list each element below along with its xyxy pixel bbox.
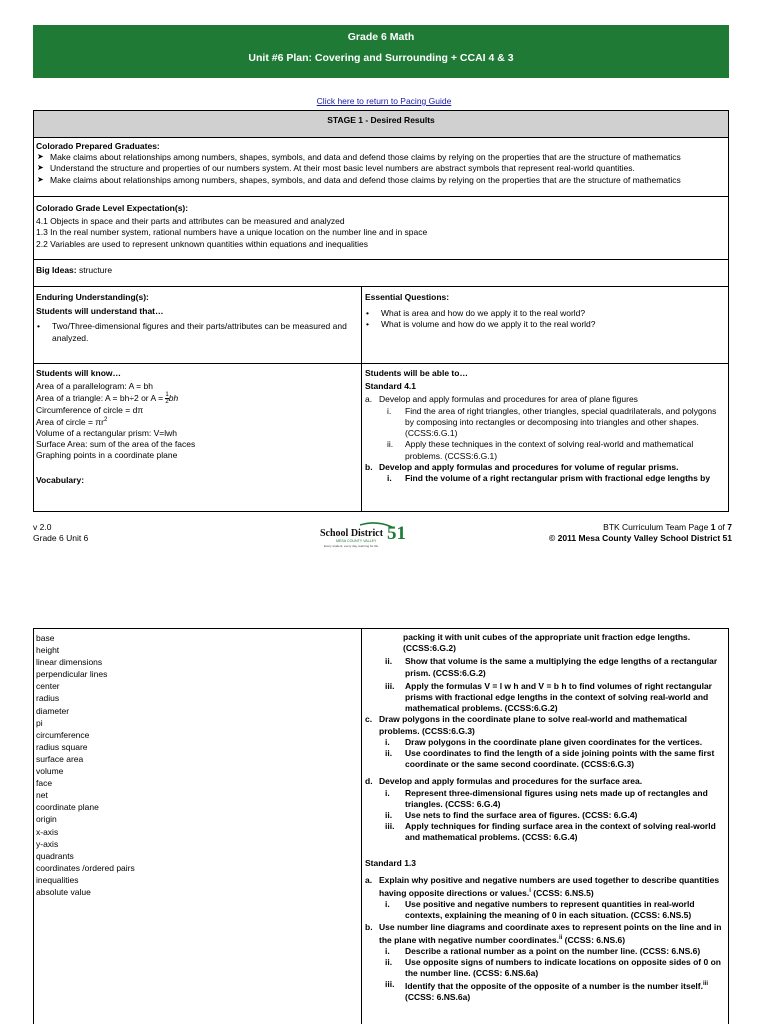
logo-subtext: MESA COUNTY VALLEY	[336, 539, 377, 543]
outcome-marker: a.	[365, 874, 373, 885]
outcome-d-ii	[365, 810, 726, 821]
outcome-13-b-ii	[365, 957, 726, 979]
outcome-a-i	[365, 406, 726, 440]
know-item: Area of a parallelogram: A = bh	[36, 381, 153, 392]
logo-text: School District	[320, 528, 384, 539]
outcome-text: Develop and apply formulas and procedures for area of plane figures	[379, 394, 638, 405]
logo-number: 51	[387, 523, 406, 544]
outcome-text: Describe a rational number as a point on the number line. (CCSS: 6.NS.6)	[405, 945, 701, 956]
outcome-a	[365, 394, 726, 405]
outcome-b	[365, 462, 726, 473]
outcome-marker: iii.	[385, 821, 395, 832]
header-subtitle: Unit #6 Plan: Covering and Surrounding + CCAI 4 & 3	[248, 51, 514, 64]
vocabulary-list	[33, 630, 361, 900]
endnote-marker: i	[529, 888, 531, 895]
standard-1-3-heading: Standard 1.3	[365, 857, 417, 868]
outcome-text: Develop and apply formulas and procedures for volume of regular prisms.	[379, 461, 679, 472]
outcome-d-i	[365, 788, 726, 810]
enduring-cell	[33, 290, 361, 346]
outcome-marker: b.	[365, 921, 373, 932]
outcome-marker: i.	[387, 472, 392, 483]
vocab-item: net	[36, 790, 48, 801]
footer-page	[549, 522, 732, 533]
vocab-item: pi	[36, 717, 43, 728]
prepared-graduate-item: ➤ Understand the structure and properties of our numbers system. At their most basic level numbers are abstract symbols that represent real-world quantities.	[36, 163, 726, 174]
outcome-code: (CCSS: 6.NS.6a)	[405, 992, 471, 1003]
know-cell	[33, 366, 361, 488]
page-2	[0, 628, 768, 1024]
outcome-b-i	[365, 473, 726, 484]
fraction-suffix: bh	[168, 393, 179, 404]
know-item-circle	[36, 417, 358, 428]
vocab-item: y-axis	[36, 838, 59, 849]
vocab-item: coordinates /ordered pairs	[36, 862, 135, 873]
know-heading: Students will know…	[36, 368, 122, 378]
vocab-item: diameter	[36, 705, 70, 716]
know-item: Surface Area: sum of the area of the faces	[36, 439, 196, 450]
outcome-marker: c.	[365, 714, 373, 725]
pacing-guide-link[interactable]: Click here to return to Pacing Guide	[316, 96, 452, 106]
district-logo-graphic	[320, 521, 412, 549]
outcome-marker: i.	[387, 405, 392, 416]
prepared-graduate-item: ➤ Make claims about relationships among numbers, shapes, symbols, and data and defend those claims by relying on the properties that are the structure of mathematics	[36, 152, 726, 163]
outcome-text: Find the area of right triangles, other triangles, special quadrilaterals, and polygons by composing into rectangles or decomposing into triangles and other shapes. (CCSS:6.G.1)	[405, 405, 717, 439]
know-item: Area of circle = πr	[36, 416, 104, 427]
outcome-text: Explain why positive and negative numbers are used together to describe quantities having opposite directions or values.	[379, 874, 720, 898]
vocab-item: inequalities	[36, 874, 79, 885]
outcome-code: (CCSS: 6.NS.5)	[530, 887, 594, 898]
vocab-item: height	[36, 645, 60, 656]
outcome-b-i-cont: packing it with unit cubes of the appropriate unit fraction edge lengths. (CCSS:6.G.2)	[403, 632, 691, 654]
prepared-graduate-item: ➤ Make claims about relationships among numbers, shapes, symbols, and data and defend those claims by relying on the properties that are the structure of mathematics	[36, 175, 726, 186]
fraction-numerator: 1	[165, 392, 169, 399]
able-cell	[362, 366, 729, 486]
vocab-item: origin	[36, 814, 57, 825]
outcome-text: Use positive and negative numbers to represent quantities in real-world contexts, explaining the meaning of 0 in each situation. (CCSS: 6.NS.5)	[405, 899, 695, 921]
prepared-graduates-heading: Colorado Prepared Graduates:	[36, 141, 160, 151]
outcome-text: Use nets to find the surface area of figures. (CCSS: 6.G.4)	[405, 810, 638, 821]
able-heading: Students will be able to…	[365, 368, 468, 378]
outcome-text: Identify that the opposite of the opposite of a number is the number itself.	[405, 981, 703, 992]
grade-level-item: 1.3 In the real number system, rational numbers have a unique location on the number line and in space	[36, 227, 428, 238]
outcome-marker: ii.	[385, 956, 393, 967]
page-total: 7	[727, 522, 732, 532]
page-of: of	[715, 522, 728, 532]
stage-title: STAGE 1 - Desired Results	[33, 110, 729, 138]
enduring-item: • Two/Three-dimensional figures and their parts/attributes can be measured and analyzed.	[36, 321, 358, 343]
outcome-text: Use opposite signs of numbers to indicate locations on opposite sides of 0 on the number line. (CCSS: 6.NS.6a)	[405, 956, 721, 979]
vocab-item: perpendicular lines	[36, 669, 108, 680]
outcome-marker: ii.	[385, 656, 393, 667]
vocab-item: x-axis	[36, 826, 59, 837]
vocab-item: surface area	[36, 753, 84, 764]
outcome-marker: b.	[365, 461, 373, 472]
grade-level-item: 4.1 Objects in space and their parts and attributes can be measured and analyzed	[36, 216, 345, 227]
vocab-item: face	[36, 778, 53, 789]
outcome-marker: i.	[385, 945, 390, 956]
page-label: BTK Curriculum Team Page	[603, 522, 711, 532]
outcome-d-iii	[365, 821, 726, 843]
vocab-item: linear dimensions	[36, 657, 103, 668]
footer-left	[33, 522, 88, 544]
outcome-marker: ii.	[385, 810, 393, 821]
outcome-c-ii	[365, 748, 726, 770]
vocab-item: radius	[36, 693, 60, 704]
outcome-text: Represent three-dimensional figures using nets made up of rectangles and triangles. (CCSS: 6.G.4)	[405, 787, 708, 809]
know-item: Circumference of circle = dπ	[36, 405, 144, 416]
outcome-marker: iii.	[385, 680, 395, 691]
know-item: Area of a triangle: A = bh÷2 or A =	[36, 393, 166, 404]
vocab-item: absolute value	[36, 886, 91, 897]
vocabulary-heading: Vocabulary:	[36, 474, 85, 485]
fraction-denominator: 2	[165, 399, 169, 406]
prepared-graduates-cell	[33, 139, 729, 188]
essential-item: • What is area and how do we apply it to the real world?	[365, 308, 726, 319]
page-number: 1	[710, 522, 716, 532]
footer-right	[549, 522, 732, 544]
footer-copyright: © 2011 Mesa County Valley School District 51	[549, 533, 732, 544]
outcome-d	[365, 776, 726, 787]
outcome-13-a-i	[365, 899, 726, 921]
outcome-text: Apply the formulas V = l w h and V = b h to find volumes of right rectangular prisms with fractional edge lengths in the context of solving real-world and mathematical problems. (CCSS:6.G.2)	[405, 680, 712, 714]
outcome-text: Show that volume is the same a multiplying the edge lengths of a rectangular prism. (CCSS:6.G.2)	[405, 656, 718, 678]
outcome-text: Draw polygons in the coordinate plane given coordinates for the vertices.	[405, 736, 703, 747]
outcome-marker: d.	[365, 776, 373, 787]
vocab-item: center	[36, 681, 60, 692]
essential-heading: Essential Questions:	[365, 292, 450, 302]
vocab-item: quadrants	[36, 850, 74, 861]
outcome-marker: ii.	[385, 748, 393, 759]
vocab-item: coordinate plane	[36, 802, 99, 813]
outcome-c	[365, 714, 726, 736]
essential-cell	[362, 290, 729, 333]
outcome-code: (CCSS: 6.NS.6)	[562, 934, 626, 945]
grade-level-cell	[33, 201, 729, 252]
footer-unit: Grade 6 Unit 6	[33, 533, 89, 544]
outcome-marker: i.	[385, 899, 390, 910]
outcome-marker: a.	[365, 394, 373, 405]
header-banner	[33, 25, 729, 78]
know-item: Volume of a rectangular prism: V=lwh	[36, 427, 178, 438]
outcomes-continued	[362, 630, 729, 1006]
outcome-marker: ii.	[387, 439, 394, 450]
standard-heading: Standard 4.1	[365, 381, 417, 392]
endnote-marker: ii	[558, 934, 563, 941]
outcome-13-b-i	[365, 946, 726, 957]
outcome-text: Develop and apply formulas and procedures for the surface area.	[379, 776, 643, 787]
district-logo	[320, 521, 412, 549]
vocab-item: radius square	[36, 741, 88, 752]
outcome-text: Use number line diagrams and coordinate axes to represent points on the line and in the plane with negative number coordinates.	[379, 921, 722, 945]
grade-level-heading: Colorado Grade Level Expectation(s):	[36, 203, 189, 213]
outcome-text: Apply these techniques in the context of solving real-world and mathematical problems. (CCSS:6.G.1)	[405, 439, 694, 461]
outcome-marker: i.	[385, 736, 390, 747]
outcome-b-iii	[365, 681, 726, 715]
endnote-marker: iii	[703, 981, 709, 988]
outcome-text: Find the volume of a right rectangular prism with fractional edge lengths by	[405, 472, 711, 483]
vocab-item: base	[36, 633, 55, 643]
outcome-13-b	[365, 922, 726, 946]
vocab-item: circumference	[36, 729, 90, 740]
outcome-text: Draw polygons in the coordinate plane to solve real-world and mathematical problems. (CCSS:6.G.3)	[379, 714, 687, 736]
outcome-marker: i.	[385, 787, 390, 798]
exponent: 2	[103, 416, 108, 423]
outcome-marker: iii.	[385, 979, 395, 990]
outcome-text: Apply techniques for finding surface area in the context of solving real-world and mathematical problems. (CCSS: 6.G.4)	[405, 821, 716, 843]
outcome-13-a	[365, 875, 726, 899]
vocab-item: volume	[36, 766, 64, 777]
outcome-b-ii	[365, 656, 726, 678]
know-item: Graphing points in a coordinate plane	[36, 450, 178, 461]
know-item-triangle	[36, 392, 358, 405]
enduring-heading: Enduring Understanding(s):	[36, 292, 149, 302]
big-ideas-value: structure	[76, 265, 113, 275]
logo-tagline: Every student, every day, learning for life	[324, 544, 379, 548]
outcome-a-ii	[365, 439, 726, 461]
outcome-text: Use coordinates to find the length of a side joining points with the same first coordinate or the same second coordinate. (CCSS:6.G.3)	[405, 748, 715, 770]
essential-item: • What is volume and how do we apply it to the real world?	[365, 319, 726, 330]
footer-version: v 2.0	[33, 522, 52, 532]
header-title: Grade 6 Math	[347, 31, 415, 43]
outcome-c-i	[365, 737, 726, 748]
big-ideas-label: Big Ideas:	[36, 265, 77, 275]
grade-level-item: 2.2 Variables are used to represent unknown quantities within equations and inequalities	[36, 238, 369, 249]
outcome-13-b-iii	[365, 979, 726, 1003]
big-ideas-cell	[33, 263, 729, 278]
enduring-subheading: Students will understand that…	[36, 306, 164, 317]
